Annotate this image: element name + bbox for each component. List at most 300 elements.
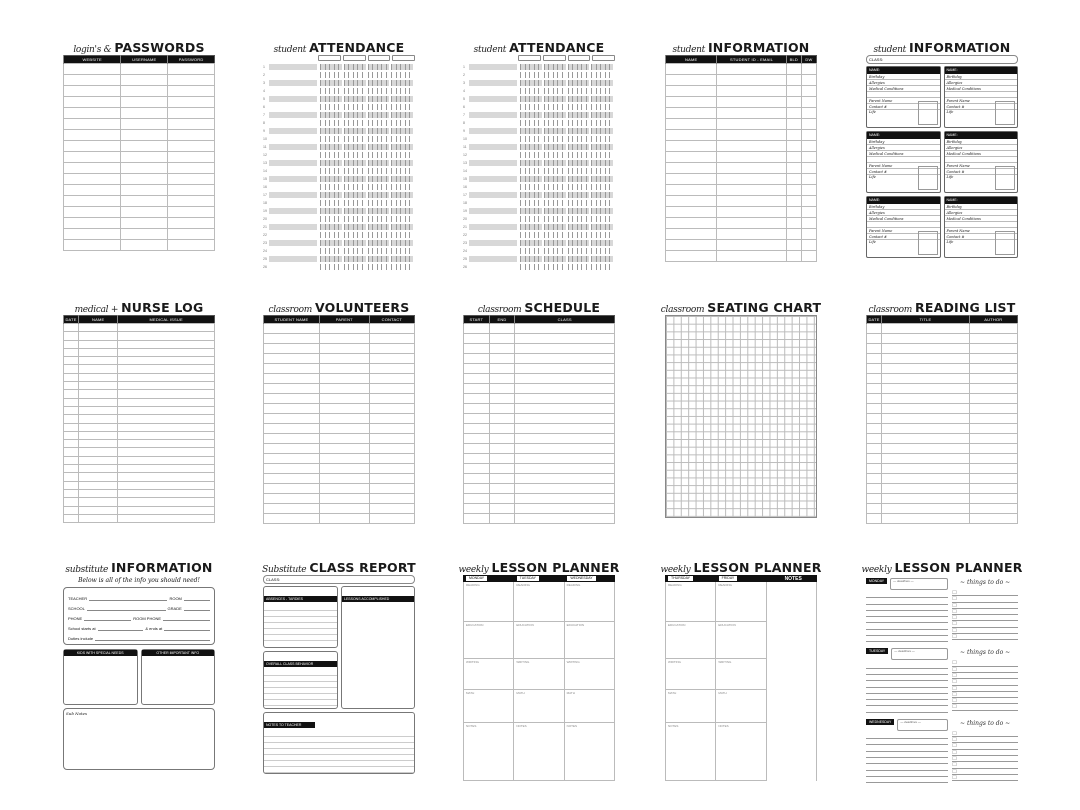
day-cell: [557, 80, 561, 86]
table-cell: [717, 251, 786, 262]
day-cell: [544, 144, 548, 150]
day-cell: [553, 128, 557, 134]
table-row: [64, 163, 215, 174]
day-column: [716, 582, 766, 781]
table-cell: [369, 354, 414, 364]
table-row: [64, 481, 215, 489]
day-group: [568, 200, 590, 206]
day-group: [520, 96, 542, 102]
day-cell: [325, 184, 329, 190]
day-cell: [553, 224, 557, 230]
week-box: [568, 55, 591, 61]
day-cell: [525, 192, 529, 198]
column-header: MEDICAL ISSUE: [118, 316, 215, 324]
day-cell: [596, 176, 600, 182]
day-cell: [409, 152, 413, 158]
table-cell: [717, 119, 786, 130]
day-cell: [329, 72, 333, 78]
table-row: [867, 424, 1018, 434]
table-cell: [64, 240, 121, 251]
day-cell: [348, 64, 352, 70]
day-cell: [562, 64, 566, 70]
day-cell: [396, 160, 400, 166]
day-group: [591, 96, 613, 102]
day-cell: [396, 192, 400, 198]
day-cell: [548, 72, 552, 78]
table-cell: [319, 514, 369, 524]
table-cell: [801, 196, 816, 207]
table-cell: [717, 108, 786, 119]
day-cell: [377, 184, 381, 190]
table-cell: [489, 434, 515, 444]
day-cell: [534, 160, 538, 166]
day-cell: [386, 168, 390, 174]
day-group: [320, 232, 342, 238]
day-cell: [405, 152, 409, 158]
day-cell: [391, 112, 395, 118]
day-cell: [562, 184, 566, 190]
day-cell: [581, 112, 585, 118]
day-cell: [344, 80, 348, 86]
card-name: NAME:: [867, 132, 940, 139]
table-cell: [464, 394, 490, 404]
day-cell: [529, 128, 533, 134]
card-field: Parent Name: [867, 228, 940, 234]
day-group: [591, 208, 613, 214]
student-name-cell: [269, 88, 317, 94]
table-row: [867, 384, 1018, 394]
day-cell: [553, 104, 557, 110]
day-cell: [372, 136, 376, 142]
day-cell: [562, 160, 566, 166]
day-cell: [409, 208, 413, 214]
day-cell: [596, 152, 600, 158]
day-cell: [596, 88, 600, 94]
table-row: [464, 424, 615, 434]
day-cell: [548, 104, 552, 110]
table-cell: [666, 108, 717, 119]
student-name-cell: [269, 104, 317, 110]
day-header: [564, 575, 615, 582]
day-cell: [377, 264, 381, 270]
day-cell: [338, 168, 342, 174]
subject-cell: EDUCATION: [514, 622, 563, 659]
table-cell: [666, 163, 717, 174]
day-cell: [557, 256, 561, 262]
day-cell: [520, 120, 524, 126]
day-cell: [386, 216, 390, 222]
day-cell: [391, 88, 395, 94]
day-cell: [362, 184, 366, 190]
day-cell: [600, 128, 604, 134]
table-row: [464, 444, 615, 454]
day-cell: [325, 200, 329, 206]
day-cell: [396, 224, 400, 230]
day-cell: [325, 128, 329, 134]
day-cell: [329, 232, 333, 238]
day-cell: [568, 224, 572, 230]
photo-box: [995, 231, 1015, 255]
day-cell: [405, 248, 409, 254]
day-cell: [320, 80, 324, 86]
attendance-row: [263, 63, 415, 71]
table-cell: [969, 334, 1017, 344]
table-cell: [801, 240, 816, 251]
page-title: student ATTENDANCE: [273, 40, 405, 55]
todo-item: ☐: [952, 603, 1018, 609]
day-cell: [368, 184, 372, 190]
day-cell: [368, 152, 372, 158]
day-cell: [568, 128, 572, 134]
day-cell: [325, 264, 329, 270]
day-group: [544, 96, 566, 102]
day-cell: [562, 200, 566, 206]
day-cell: [596, 72, 600, 78]
day-cell: [357, 200, 361, 206]
day-cell: [548, 248, 552, 254]
ruled-line: [264, 635, 337, 641]
photo-box: [918, 101, 938, 125]
day-cell: [353, 72, 357, 78]
table-cell: [118, 514, 215, 522]
table-cell: [786, 97, 801, 108]
day-cell: [348, 136, 352, 142]
day-cell: [368, 160, 372, 166]
table-cell: [79, 440, 118, 448]
table-cell: [666, 218, 717, 229]
subject-cell: MATH: [666, 690, 715, 723]
day-cell: [591, 72, 595, 78]
day-cell: [568, 256, 572, 262]
day-cell: [538, 232, 542, 238]
table-row: [867, 404, 1018, 414]
table-cell: [867, 374, 882, 384]
day-cell: [329, 160, 333, 166]
table-cell: [64, 229, 121, 240]
table-row: [64, 152, 215, 163]
table-cell: [79, 332, 118, 340]
table-row: [64, 108, 215, 119]
card-field: Parent Name: [945, 98, 1018, 104]
day-cell: [529, 232, 533, 238]
day-cell: [353, 80, 357, 86]
day-cell: [329, 112, 333, 118]
week-box: [318, 55, 341, 61]
day-cell: [557, 96, 561, 102]
day-cell: [600, 152, 604, 158]
day-cell: [353, 224, 357, 230]
day-cell: [548, 184, 552, 190]
day-cell: [344, 88, 348, 94]
table-cell: [717, 130, 786, 141]
table-cell: [64, 218, 121, 229]
day-cell: [553, 264, 557, 270]
card-life: Life: [869, 175, 876, 179]
day-cell: [596, 96, 600, 102]
column-header: NAME: [79, 316, 118, 324]
day-cell: [520, 160, 524, 166]
day-cell: [538, 208, 542, 214]
day-cell: [409, 176, 413, 182]
column-header: AUTHOR: [969, 316, 1017, 324]
table-cell: [882, 414, 970, 424]
table-cell: [79, 406, 118, 414]
day-group: [591, 144, 613, 150]
day-cell: [544, 208, 548, 214]
page-title: classroom READING LIST: [868, 300, 1016, 315]
day-cell: [396, 88, 400, 94]
day-cell: [381, 200, 385, 206]
day-cell: [372, 80, 376, 86]
day-cell: [325, 136, 329, 142]
day-cell: [534, 208, 538, 214]
day-cell: [600, 144, 604, 150]
day-cell: [572, 152, 576, 158]
table-row: [867, 364, 1018, 374]
day-cell: [586, 104, 590, 110]
student-name-cell: [269, 144, 317, 150]
table-row: [666, 152, 817, 163]
day-cell: [338, 160, 342, 166]
day-cell: [577, 248, 581, 254]
day-group: [568, 104, 590, 110]
day-cell: [372, 256, 376, 262]
table-cell: [64, 431, 79, 439]
student-name-cell: [269, 64, 317, 70]
table-cell: [79, 390, 118, 398]
table-row: [464, 354, 615, 364]
table-row: [464, 474, 615, 484]
day-group: [591, 88, 613, 94]
day-cell: [320, 64, 324, 70]
day-group: [368, 248, 390, 254]
day-group: [591, 176, 613, 182]
day-cell: [538, 64, 542, 70]
table-cell: [118, 332, 215, 340]
day-cell: [548, 200, 552, 206]
table-row: [464, 394, 615, 404]
attendance-row: [263, 263, 415, 271]
table-cell: [319, 394, 369, 404]
table-cell: [118, 465, 215, 473]
day-cell: [605, 88, 609, 94]
table-cell: [79, 423, 118, 431]
day-cell: [525, 208, 529, 214]
table-cell: [64, 382, 79, 390]
table-cell: [79, 498, 118, 506]
table-row: [867, 504, 1018, 514]
day-cell: [562, 136, 566, 142]
day-cell: [396, 72, 400, 78]
table-cell: [64, 64, 121, 75]
table-header-row: [464, 316, 615, 324]
table-cell: [515, 514, 615, 524]
passwords-table: [63, 55, 215, 251]
table-cell: [867, 404, 882, 414]
day-cell: [596, 240, 600, 246]
day-cell: [538, 112, 542, 118]
attendance-row: [263, 215, 415, 223]
table-row: [666, 141, 817, 152]
table-cell: [786, 64, 801, 75]
day-cell: [568, 96, 572, 102]
subject-cell: WRITING: [464, 659, 513, 690]
day-cell: [329, 120, 333, 126]
day-group: [391, 184, 413, 190]
day-cell: [377, 232, 381, 238]
day-cell: [600, 176, 604, 182]
table-cell: [118, 473, 215, 481]
table-cell: [64, 196, 121, 207]
day-cell: [544, 120, 548, 126]
day-cell: [520, 80, 524, 86]
table-header-row: [264, 316, 415, 324]
day-cell: [344, 128, 348, 134]
day-cell: [548, 144, 552, 150]
day-cell: [605, 176, 609, 182]
row-number: 20: [263, 217, 267, 221]
day-cell: [348, 264, 352, 270]
day-cell: [405, 72, 409, 78]
day-cell: [600, 256, 604, 262]
day-cell: [568, 184, 572, 190]
row-number: 16: [463, 185, 467, 189]
table-row: [64, 218, 215, 229]
day-group: [591, 224, 613, 230]
table-row: [64, 506, 215, 514]
attendance-row: [263, 247, 415, 255]
day-cell: [596, 256, 600, 262]
page-title: medical + NURSE LOG: [74, 300, 204, 315]
table-row: [264, 354, 415, 364]
day-group: [544, 248, 566, 254]
day-label: MONDAY: [466, 576, 487, 581]
day-cell: [553, 80, 557, 86]
day-cell: [520, 248, 524, 254]
day-cell: [386, 240, 390, 246]
day-group: [368, 232, 390, 238]
day-cell: [525, 160, 529, 166]
subject-cell: EDUCATION: [565, 622, 614, 659]
day-cell: [568, 208, 572, 214]
table-cell: [969, 324, 1017, 334]
day-cell: [520, 128, 524, 134]
table-header-row: [867, 316, 1018, 324]
day-cell: [548, 128, 552, 134]
day-cell: [609, 168, 613, 174]
student-name-cell: [469, 96, 517, 102]
day-notes: [866, 578, 948, 642]
day-cell: [409, 88, 413, 94]
table-cell: [515, 484, 615, 494]
table-row: [64, 489, 215, 497]
day-cell: [348, 256, 352, 262]
day-group: [320, 216, 342, 222]
day-group: [591, 120, 613, 126]
day-cell: [377, 88, 381, 94]
day-cell: [344, 192, 348, 198]
day-cell: [538, 176, 542, 182]
table-cell: [882, 324, 970, 334]
day-cell: [338, 192, 342, 198]
day-cell: [368, 144, 372, 150]
day-cell: [344, 64, 348, 70]
day-cell: [538, 96, 542, 102]
day-cell: [609, 128, 613, 134]
table-cell: [168, 152, 215, 163]
day-cell: [344, 200, 348, 206]
day-cell: [596, 80, 600, 86]
table-row: [464, 334, 615, 344]
day-cell: [562, 96, 566, 102]
day-cell: [344, 136, 348, 142]
page-attendance-2: [463, 35, 615, 271]
day-cell: [372, 208, 376, 214]
day-cell: [586, 152, 590, 158]
table-cell: [79, 506, 118, 514]
subject-cell: WRITING: [716, 659, 765, 690]
day-cell: [386, 176, 390, 182]
row-number: 4: [463, 89, 465, 93]
student-name-cell: [269, 112, 317, 118]
table-cell: [369, 384, 414, 394]
day-cell: [344, 208, 348, 214]
day-cell: [320, 264, 324, 270]
day-cell: [320, 144, 324, 150]
table-header-row: [666, 56, 817, 64]
column-header: PARENT: [319, 316, 369, 324]
day-group: [544, 136, 566, 142]
day-cell: [357, 136, 361, 142]
table-cell: [882, 344, 970, 354]
day-cell: [548, 168, 552, 174]
day-cell: [409, 248, 413, 254]
table-cell: [489, 494, 515, 504]
day-cell: [372, 216, 376, 222]
day-cell: [529, 72, 533, 78]
table-cell: [882, 454, 970, 464]
day-cell: [548, 216, 552, 222]
day-cell: [581, 200, 585, 206]
day-cell: [338, 248, 342, 254]
day-group: [320, 256, 342, 262]
student-name-cell: [469, 192, 517, 198]
student-name-cell: [269, 72, 317, 78]
day-cell: [591, 168, 595, 174]
page-subtitle: Below is all of the info you should need!: [78, 577, 200, 584]
day-cell: [525, 168, 529, 174]
day-cell: [400, 128, 404, 134]
day-cell: [596, 248, 600, 254]
day-cell: [529, 248, 533, 254]
day-cell: [553, 240, 557, 246]
table-cell: [121, 218, 168, 229]
table-row: [264, 414, 415, 424]
table-cell: [264, 334, 320, 344]
table-cell: [264, 494, 320, 504]
day-notes: [866, 719, 948, 783]
day-cell: [396, 248, 400, 254]
day-cell: [381, 88, 385, 94]
day-cell: [344, 176, 348, 182]
day-cell: [329, 80, 333, 86]
day-cell: [348, 216, 352, 222]
day-cell: [600, 192, 604, 198]
day-group: [391, 120, 413, 126]
day-cell: [600, 168, 604, 174]
table-cell: [118, 324, 215, 332]
table-cell: [489, 354, 515, 364]
